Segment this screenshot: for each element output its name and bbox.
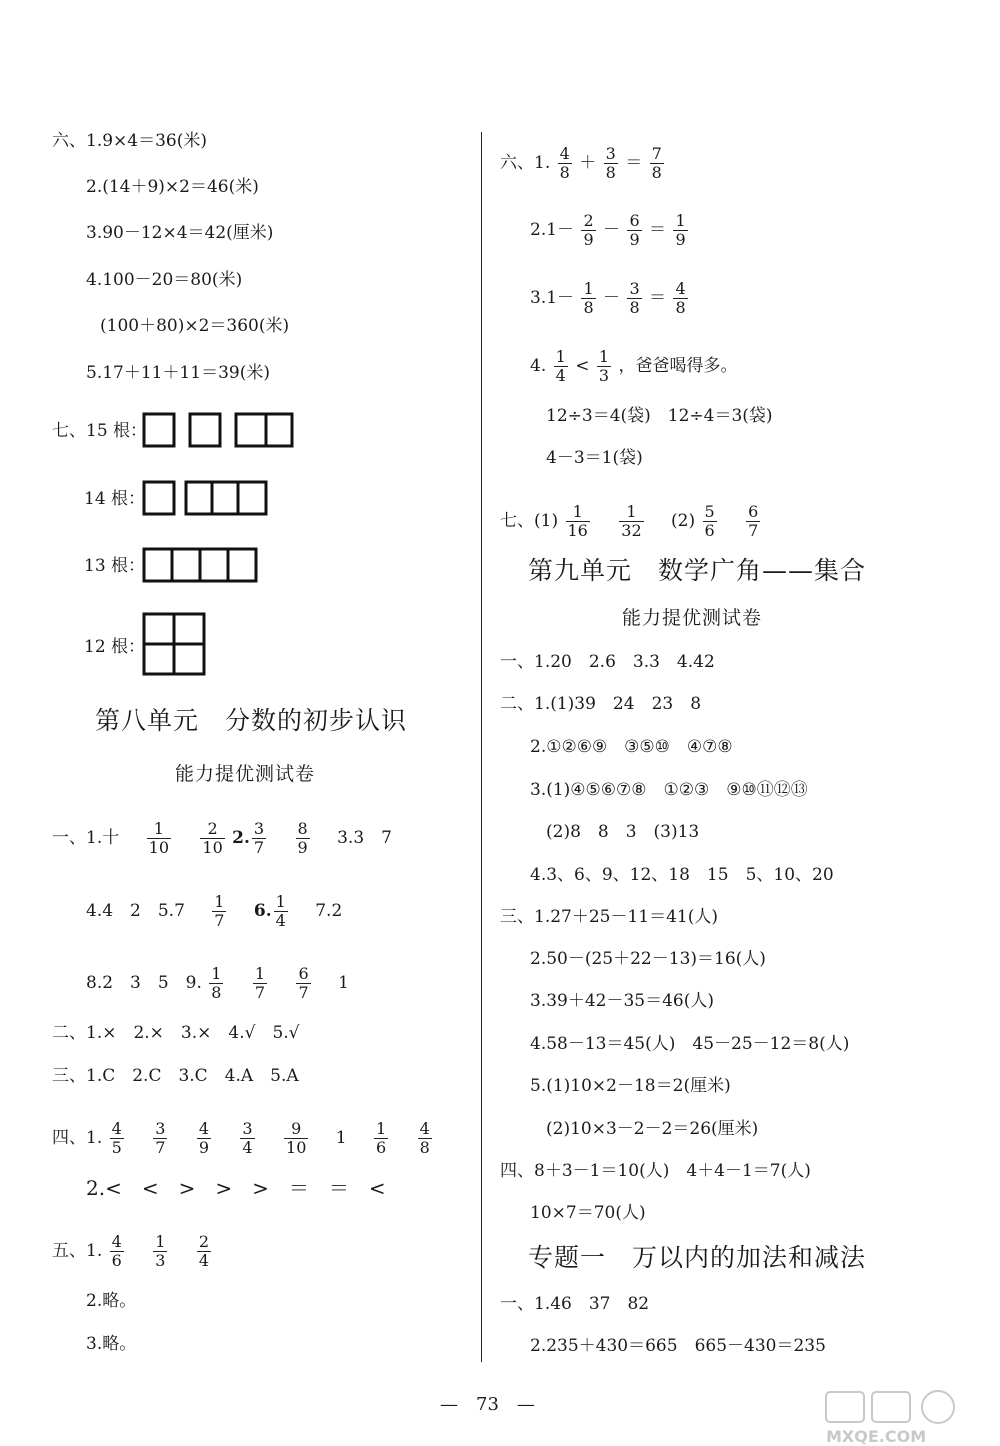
fraction: $\frac{7}{8}$ (651, 144, 662, 182)
fraction: $\frac{1}{32}$ (621, 502, 642, 540)
fraction: $\frac{4}{8}$ (559, 144, 570, 182)
fraction: $\frac{6}{7}$ (748, 502, 759, 540)
matchstick-figure-12 (140, 610, 210, 680)
topic-1-answer-2: 2.235＋430＝665 665－430＝235 (530, 1336, 826, 1356)
fraction: $\frac{4}{5}$ (111, 1119, 122, 1157)
unit-9-title: 第九单元 数学广角——集合 (528, 556, 867, 585)
fraction: $\frac{6}{7}$ (298, 964, 309, 1002)
unit-9-answer-3-5: 5.(1)10×2－18＝2(厘米) (530, 1076, 731, 1096)
fraction: $\frac{1}{6}$ (376, 1119, 387, 1157)
fraction: $\frac{4}{8}$ (419, 1119, 430, 1157)
fraction: $\frac{1}{3}$ (155, 1232, 166, 1270)
answer-7-13-label: 13 根： (84, 556, 146, 576)
unit-9-answer-3-1: 三、1.27＋25－11＝41(人) (500, 907, 719, 927)
answer-6-1: 六、1.9×4＝36(米) (52, 131, 207, 151)
unit-9-answer-3-4: 4.58－13＝45(人) 45－25－12＝8(人) (530, 1034, 850, 1054)
unit-8-subtitle: 能力提优测试卷 (175, 763, 316, 785)
answer-7-15-label: 七、15 根： (52, 421, 148, 441)
fraction: $\frac{3}{7}$ (155, 1119, 166, 1157)
fraction: $\frac{3}{8}$ (629, 279, 640, 317)
fraction: $\frac{1}{9}$ (675, 211, 686, 249)
answer-6-4b: (100＋80)×2＝360(米) (100, 316, 290, 336)
fraction: $\frac{9}{10}$ (286, 1119, 307, 1157)
unit-9-answer-3-2: 2.50－(25＋22－13)＝16(人) (530, 949, 766, 969)
unit-8-title: 第八单元 分数的初步认识 (95, 706, 408, 735)
answer-1-line-2: 4.4 2 5.7 $\frac{1}{7}$ 6. $\frac{1}{4}$ 7.2 (86, 892, 343, 930)
answer-6-5: 5.17＋11＋11＝39(米) (86, 363, 271, 383)
fraction: $\frac{2}{4}$ (198, 1232, 210, 1270)
matchstick-figure-13 (140, 545, 265, 587)
fraction: $\frac{6}{9}$ (629, 211, 640, 249)
unit-9-answer-1: 一、1.20 2.6 3.3 4.42 (500, 652, 715, 672)
answer-1-line-3: 8.2 3 5 9. $\frac{1}{8}$ $\frac{1}{7}$ $\frac{6}{7}$ 1 (86, 964, 349, 1002)
fraction: $\frac{5}{6}$ (704, 502, 715, 540)
answer-5-1: 五、1. $\frac{4}{6}$ $\frac{1}{3}$ $\frac{2}{4}$ (52, 1232, 210, 1270)
answer-2: 二、1.× 2.× 3.× 4.√ 5.√ (52, 1023, 300, 1043)
svg-text:MXQE.COM: MXQE.COM (826, 1427, 927, 1446)
topic-1-answer-1: 一、1.46 37 82 (500, 1294, 650, 1314)
matchstick-figure-15 (140, 410, 300, 452)
unit-9-answer-2-1: 二、1.(1)39 24 23 8 (500, 694, 702, 714)
fraction: $\frac{8}{9}$ (297, 819, 308, 857)
page-number: — 73 — (440, 1394, 535, 1415)
answer-1-line-1: 一、1.十 $\frac{1}{10}$ $\frac{2}{10}$ 2. $\frac{3}{7}$ $\frac{8}{9}$ 3.3 7 (52, 819, 392, 857)
fraction: $\frac{1}{8}$ (583, 279, 594, 317)
fraction: $\frac{2}{9}$ (583, 211, 594, 249)
column-divider (481, 132, 482, 1362)
unit-9-answer-2-2: 2.①②⑥⑨ ③⑤⑩ ④⑦⑧ (530, 737, 733, 757)
unit-9-answer-3-3: 3.39＋42－35＝46(人) (530, 991, 715, 1011)
fraction: $\frac{3}{7}$ (253, 819, 265, 857)
right-answer-6-4c: 4－3＝1(袋) (546, 448, 643, 468)
right-answer-6-4: 4. $\frac{1}{4}$ < $\frac{1}{3}$ ，爸爸喝得多。 (530, 347, 738, 385)
fraction: $\frac{2}{10}$ (202, 819, 223, 857)
right-answer-7: 七、(1) $\frac{1}{16}$ $\frac{1}{32}$ (2) $\frac{5}{6}$ $\frac{6}{7}$ (500, 502, 759, 540)
fraction: $\frac{4}{8}$ (675, 279, 686, 317)
answer-7-12-label: 12 根： (84, 637, 146, 657)
unit-9-subtitle: 能力提优测试卷 (622, 607, 763, 629)
fraction: $\frac{1}{4}$ (555, 347, 566, 385)
unit-9-answer-2-3b: (2)8 8 3 (3)13 (546, 822, 700, 842)
right-answer-6-4b: 12÷3＝4(袋) 12÷4＝3(袋) (546, 406, 773, 426)
right-answer-6-1: 六、1. $\frac{4}{8}$ ＋ $\frac{3}{8}$ ＝ $\frac{7}{8}$ (500, 144, 662, 182)
fraction: $\frac{3}{8}$ (605, 144, 616, 182)
answer-6-3: 3.90－12×4＝42(厘米) (86, 223, 274, 243)
right-answer-6-3: 3.1－ $\frac{1}{8}$ － $\frac{3}{8}$ ＝ $\frac{4}{8}$ (530, 279, 686, 317)
unit-9-answer-2-3: 3.(1)④⑤⑥⑦⑧ ①②③ ⑨⑩⑪⑫⑬ (530, 780, 808, 800)
fraction: $\frac{1}{7}$ (254, 964, 266, 1002)
answer-6-4: 4.100－20＝80(米) (86, 270, 243, 290)
fraction: $\frac{3}{4}$ (242, 1119, 253, 1157)
unit-9-answer-4-2: 10×7＝70(人) (530, 1203, 646, 1223)
topic-1-title: 专题一 万以内的加法和减法 (528, 1243, 867, 1272)
unit-9-answer-4-1: 四、8＋3－1＝10(人) 4＋4－1＝7(人) (500, 1161, 811, 1181)
fraction: $\frac{4}{6}$ (111, 1232, 122, 1270)
answer-5-3: 3.略。 (86, 1334, 137, 1354)
answer-4-2: 2.< < > > > ＝ ＝ < (86, 1176, 386, 1200)
matchstick-figure-14 (140, 478, 275, 520)
fraction: $\frac{4}{9}$ (198, 1119, 210, 1157)
watermark-logo (820, 1388, 995, 1446)
answer-7-14-label: 14 根： (84, 489, 146, 509)
fraction: $\frac{1}{3}$ (598, 347, 610, 385)
fraction: $\frac{1}{4}$ (275, 892, 286, 930)
fraction: $\frac{1}{16}$ (567, 502, 588, 540)
answer-6-2: 2.(14＋9)×2＝46(米) (86, 177, 259, 197)
answer-5-2: 2.略。 (86, 1291, 137, 1311)
answer-3: 三、1.C 2.C 3.C 4.A 5.A (52, 1066, 299, 1086)
unit-9-answer-3-5b: (2)10×3－2－2＝26(厘米) (546, 1119, 759, 1139)
unit-9-answer-2-4: 4.3、6、9、12、18 15 5、10、20 (530, 865, 834, 885)
fraction: $\frac{1}{7}$ (214, 892, 225, 930)
answer-4-1: 四、1. $\frac{4}{5}$ $\frac{3}{7}$ $\frac{4}{9}$ $\frac{3}{4}$ $\frac{9}{10}$ 1 $\frac{1}{6}$ $\frac{4}{8}$ (52, 1119, 430, 1157)
fraction: $\frac{1}{10}$ (148, 819, 169, 857)
right-answer-6-2: 2.1－ $\frac{2}{9}$ － $\frac{6}{9}$ ＝ $\frac{1}{9}$ (530, 211, 686, 249)
fraction: $\frac{1}{8}$ (211, 964, 222, 1002)
